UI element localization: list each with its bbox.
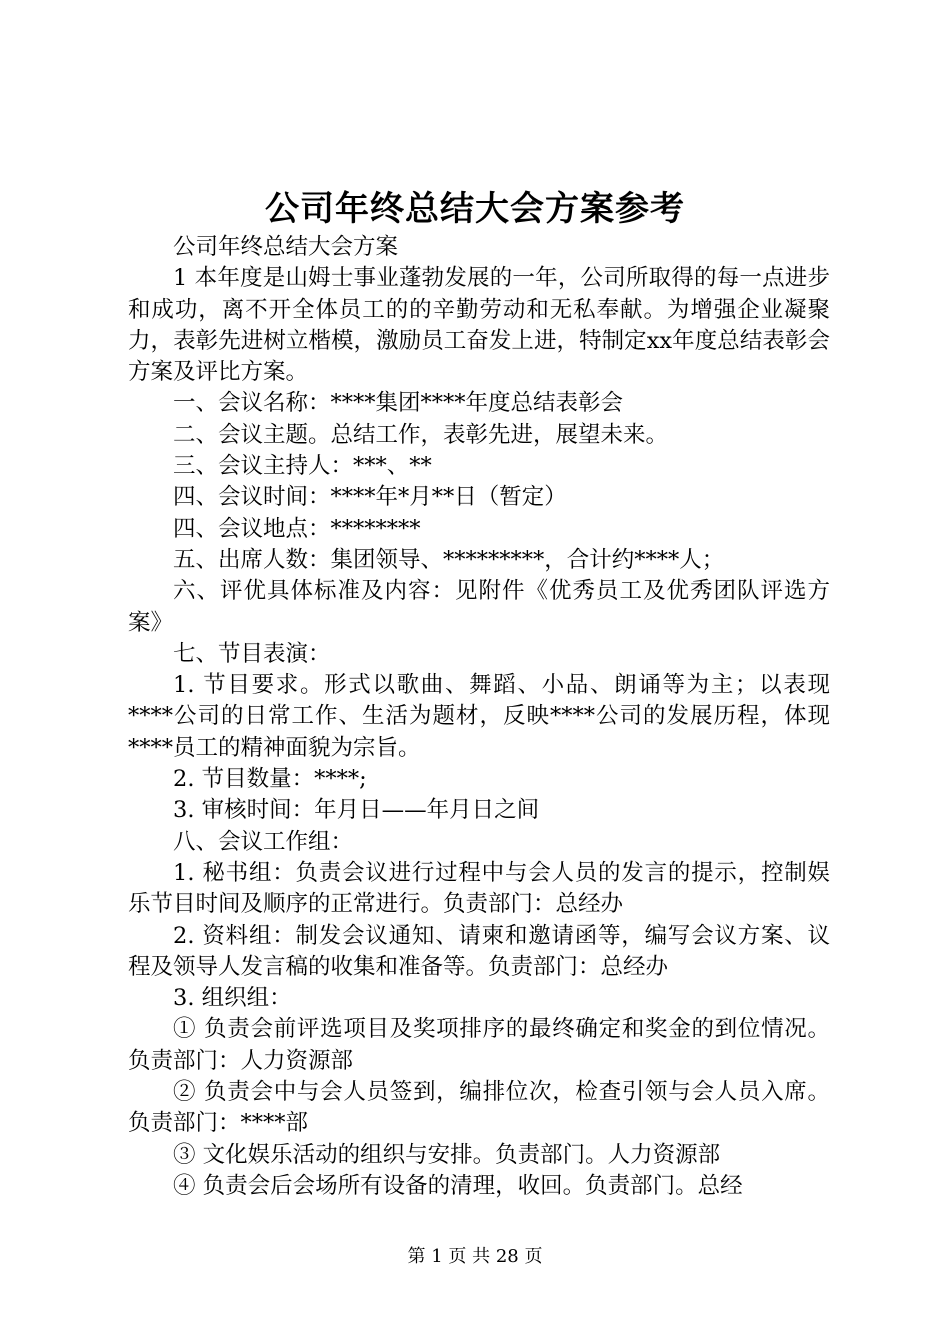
paragraph: 八、会议工作组： — [173, 828, 354, 855]
paragraph: 四、会议地点：******** — [173, 515, 421, 542]
document-title: 公司年终总结大会方案参考 — [265, 189, 685, 229]
paragraph: 四、会议时间：****年*月**日（暂定） — [173, 484, 567, 511]
paragraph: 公司年终总结大会方案 — [173, 234, 399, 260]
paragraph: ④ 负责会后会场所有设备的清理，收回。负责部门。总经 — [173, 1172, 743, 1199]
paragraph: 3. 组织组： — [173, 985, 292, 1012]
paragraph: 二、会议主题。总结工作，表彰先进，展望未来。 — [173, 421, 669, 448]
paragraph: ② 负责会中与会人员签到，编排位次，检查引领与会人员入席。负责部门：****部 — [128, 1079, 830, 1137]
paragraph: ③ 文化娱乐活动的组织与安排。负责部门。人力资源部 — [173, 1141, 721, 1168]
paragraph: 五、出席人数：集团领导、*********，合计约****人； — [173, 546, 725, 573]
paragraph: 2. 节目数量：****; — [173, 766, 367, 793]
paragraph: 一、会议名称：****集团****年度总结表彰会 — [173, 390, 624, 417]
paragraph: 2. 资料组：制发会议通知、请柬和邀请函等，编写会议方案、议程及领导人发言稿的收集和准备等。负责部门：总经办 — [128, 922, 830, 980]
paragraph: 三、会议主持人：***、** — [173, 453, 432, 480]
paragraph: 七、节目表演： — [173, 640, 331, 667]
page-footer: 第 1 页 共 28 页 — [407, 1246, 543, 1267]
paragraph: 1. 秘书组：负责会议进行过程中与会人员的发言的提示，控制娱乐节目时间及顺序的正常进行。负责部门：总经办 — [128, 859, 830, 918]
paragraph: ① 负责会前评选项目及奖项排序的最终确定和奖金的到位情况。负责部门：人力资源部 — [128, 1016, 830, 1074]
paragraph: 六、评优具体标准及内容：见附件《优秀员工及优秀团队评选方案》 — [128, 578, 830, 636]
paragraph: 1. 节目要求。形式以歌曲、舞蹈、小品、朗诵等为主；以表现****公司的日常工作、生活为题材，反映****公司的发展历程，体现****员工的精神面貌为宗旨。 — [128, 672, 830, 761]
paragraph: 3. 审核时间：年月日——年月日之间 — [173, 797, 540, 824]
paragraph: 1 本年度是山姆士事业蓬勃发展的一年，公司所取得的每一点进步和成功，离不开全体员工的的辛勤劳动和无私奉献。为增强企业凝聚力，表彰先进树立楷模，激励员工奋发上进，特制定xx年度总结表彰会方案及评比方案。 — [128, 265, 830, 386]
document-body — [128, 232, 830, 1202]
